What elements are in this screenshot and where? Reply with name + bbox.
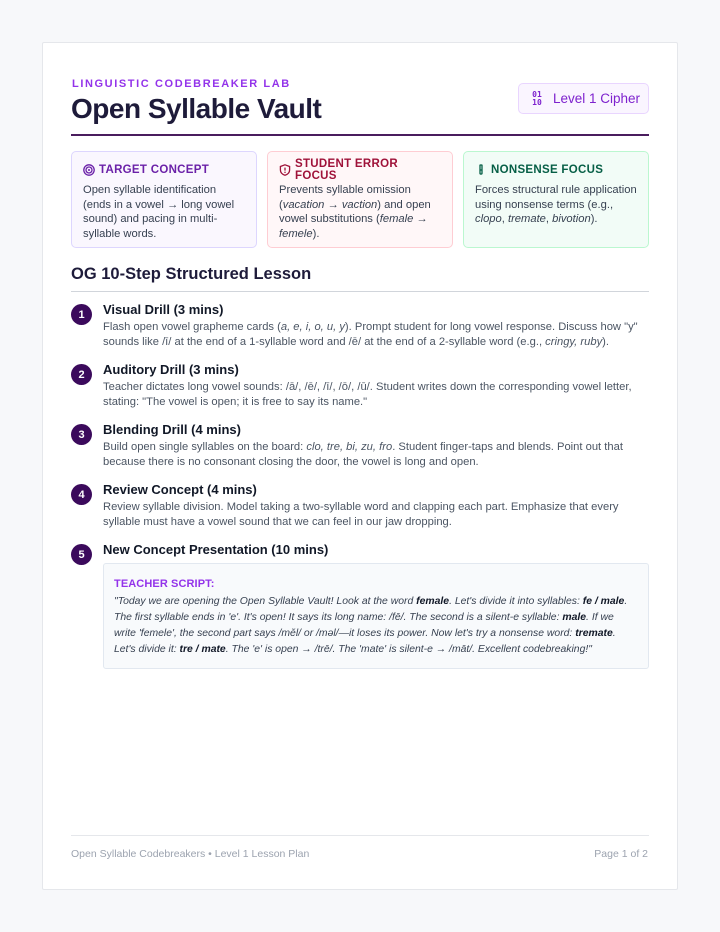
teacher-script-box (103, 563, 649, 669)
step-number-badge: 2 (71, 364, 92, 385)
nonsense-focus-text: Forces structural rule application using nonsense terms (e.g., clopo, tremate, bivotion). (475, 184, 637, 225)
footer-document-label: Open Syllable Codebreakers • Level 1 Lesson Plan (71, 848, 310, 860)
nonsense-focus-card (463, 151, 649, 248)
teacher-script-text: "Today we are opening the Open Syllable Vault! Look at the word female. Let's divide it into syllables: fe / male. The first syllable ends in 'e'. It's open! It says its long name: /fē/. The second is a silent-e syllable: male. If we write 'femele', the second part says /mĕl/ or /məl/—it loses its power. Now let's try a nonsense word: tremate. Let's divide it: tre / mate. The 'e' is open → /trē/. The 'mate' is silent-e → /māt/. Excellent codebreaking!" (114, 596, 628, 655)
lesson-section-title: OG 10-Step Structured Lesson (71, 265, 312, 283)
step-description: Build open single syllables on the board: clo, tre, bi, zu, fro. Student finger-taps and blends. Point out that because there is no consonant closing the door, the vowel is long and open. (103, 441, 623, 468)
student-error-text: Prevents syllable omission (vacation → vaction) and open vowel substitutions (female → femele). (279, 184, 431, 240)
step-number-badge: 4 (71, 484, 92, 505)
step-number-badge: 1 (71, 304, 92, 325)
target-concept-heading: TARGET CONCEPT (99, 164, 210, 176)
step-number-badge: 3 (71, 424, 92, 445)
footer-divider (71, 835, 649, 836)
step-title: Review Concept (4 mins) (103, 482, 257, 497)
footer-page-number: Page 1 of 2 (594, 848, 648, 860)
level-badge (518, 83, 649, 114)
step-number-badge: 5 (71, 544, 92, 565)
target-concept-text: Open syllable identification (ends in a vowel → long vowel sound) and pacing in multi-syllable words. (83, 184, 235, 240)
student-error-card (267, 151, 453, 248)
step-title: Auditory Drill (3 mins) (103, 362, 239, 377)
step-title: Visual Drill (3 mins) (103, 302, 224, 317)
target-concept-card (71, 151, 257, 248)
step-description: Review syllable division. Model taking a two-syllable word and clapping each part. Emphasize that every syllable must have a vowel sound that we can feel in our jaw dropping. (103, 501, 619, 528)
step-description: Teacher dictates long vowel sounds: /ā/, /ē/, /ī/, /ō/, /ū/. Student writes down the corresponding vowel letter, stating: "The vowel is open; it is free to say its name." (103, 381, 632, 408)
title-divider (71, 134, 649, 136)
target-icon (83, 164, 95, 176)
step-title: New Concept Presentation (10 mins) (103, 542, 329, 557)
student-error-heading: STUDENT ERROR FOCUS (295, 158, 398, 182)
level-badge-label: Level 1 Cipher (553, 91, 641, 106)
step-title: Blending Drill (4 mins) (103, 422, 241, 437)
shield-alert-icon (279, 164, 291, 176)
page-title: Open Syllable Vault (71, 93, 322, 124)
test-tube-icon (475, 164, 487, 176)
section-divider (71, 291, 649, 292)
lesson-page (42, 42, 678, 890)
binary-icon: 01 10 (532, 89, 542, 107)
teacher-script-label: TEACHER SCRIPT: (114, 578, 215, 590)
step-description: Flash open vowel grapheme cards (a, e, i, o, u, y). Prompt student for long vowel response. Discuss how "y" sounds like /ī/ at the end of a 1-syllable word and /ē/ at the end of a 2-syllable word (e.g., cringy, ruby). (103, 321, 638, 348)
nonsense-focus-heading: NONSENSE FOCUS (491, 164, 604, 176)
lab-eyebrow: LINGUISTIC CODEBREAKER LAB (72, 78, 291, 90)
